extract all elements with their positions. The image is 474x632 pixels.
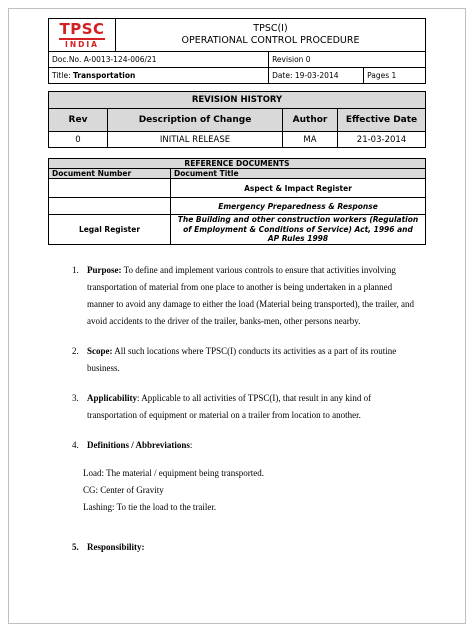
pages: Pages 1 bbox=[367, 71, 397, 80]
table-row bbox=[49, 198, 426, 215]
description-cell: INITIAL RELEASE bbox=[108, 132, 283, 148]
logo-main-text: TPSC bbox=[59, 19, 105, 38]
section-text: All such locations where TPSC(I) conducts its activities as a part of its routine business. bbox=[87, 346, 397, 373]
effective-date-cell: 21-03-2014 bbox=[338, 132, 426, 148]
section-number: 5. bbox=[72, 542, 79, 552]
table-row bbox=[49, 132, 426, 148]
title-label: Title: bbox=[52, 71, 73, 80]
section-heading: Responsibility: bbox=[87, 542, 145, 552]
title-value: Transportation bbox=[72, 71, 136, 80]
col-author: Author bbox=[283, 109, 338, 132]
org-name: TPSC(I) bbox=[253, 23, 288, 34]
section-purpose bbox=[68, 262, 418, 330]
document-number-cell bbox=[49, 198, 171, 215]
logo-sub-text: INDIA bbox=[59, 38, 104, 49]
reference-documents-title: REFERENCE DOCUMENTS bbox=[49, 159, 426, 169]
tpsc-logo bbox=[59, 19, 105, 49]
section-heading: Purpose: bbox=[87, 265, 122, 275]
col-document-title: Document Title bbox=[171, 169, 426, 179]
section-responsibility bbox=[68, 539, 418, 556]
section-applicability bbox=[68, 390, 418, 424]
document-header bbox=[48, 18, 426, 84]
date: Date: 19-03-2014 bbox=[269, 68, 364, 83]
section-number: 4. bbox=[72, 440, 79, 450]
definition-item: Load: The material / equipment being transported. bbox=[83, 468, 265, 478]
header-title-cell bbox=[116, 19, 426, 52]
document-body bbox=[68, 262, 418, 556]
section-scope bbox=[68, 343, 418, 377]
section-number: 1. bbox=[72, 265, 79, 275]
col-description: Description of Change bbox=[108, 109, 283, 132]
revision-number: Revision 0 bbox=[269, 52, 426, 68]
document-title-cell: Emergency Preparedness & Response bbox=[171, 198, 426, 215]
rev-cell: 0 bbox=[49, 132, 108, 148]
definition-item: Lashing: To tie the load to the trailer. bbox=[83, 502, 217, 512]
section-heading: Scope: bbox=[87, 346, 113, 356]
revision-history-title: REVISION HISTORY bbox=[49, 92, 426, 109]
col-rev: Rev bbox=[49, 109, 108, 132]
document-number-cell: Legal Register bbox=[49, 215, 171, 245]
title-cell bbox=[49, 68, 269, 84]
revision-history-table bbox=[48, 91, 426, 148]
section-text: To define and implement various controls to ensure that activities involving transportation of material from one place to another is being undertaken in a planned manner to avoid any damage to either the load (Material being transported), the trailer, and avoid accidents to the driver of the trailer, banks-men, other persons nearby. bbox=[87, 265, 415, 326]
section-text: : bbox=[189, 440, 193, 450]
col-document-number: Document Number bbox=[49, 169, 171, 179]
definitions-list bbox=[83, 465, 418, 516]
section-heading: Applicability bbox=[87, 393, 138, 403]
reference-documents-table bbox=[48, 158, 426, 245]
section-heading: Definitions / Abbreviations bbox=[87, 440, 190, 450]
col-effective-date: Effective Date bbox=[338, 109, 426, 132]
document-number-cell bbox=[49, 179, 171, 198]
table-row bbox=[49, 179, 426, 198]
logo-cell bbox=[49, 19, 116, 52]
date-pages-cell bbox=[269, 68, 426, 84]
author-cell: MA bbox=[283, 132, 338, 148]
section-number: 2. bbox=[72, 346, 79, 356]
document-type: OPERATIONAL CONTROL PROCEDURE bbox=[181, 35, 360, 46]
section-text: : Applicable to all activities of TPSC(I), that result in any kind of transportation of equipment or material on a trailer from location to another. bbox=[87, 393, 372, 420]
section-number: 3. bbox=[72, 393, 79, 403]
doc-number: Doc.No. A-0013-124-006/21 bbox=[49, 52, 269, 68]
document-title-cell: The Building and other construction workers (Regulation of Employment & Conditions of Service) Act, 1996 and AP Rules 1998 bbox=[171, 215, 426, 245]
document-title-cell: Aspect & Impact Register bbox=[171, 179, 426, 198]
definition-item: CG: Center of Gravity bbox=[83, 485, 164, 495]
section-definitions bbox=[68, 437, 418, 454]
table-row bbox=[49, 215, 426, 245]
